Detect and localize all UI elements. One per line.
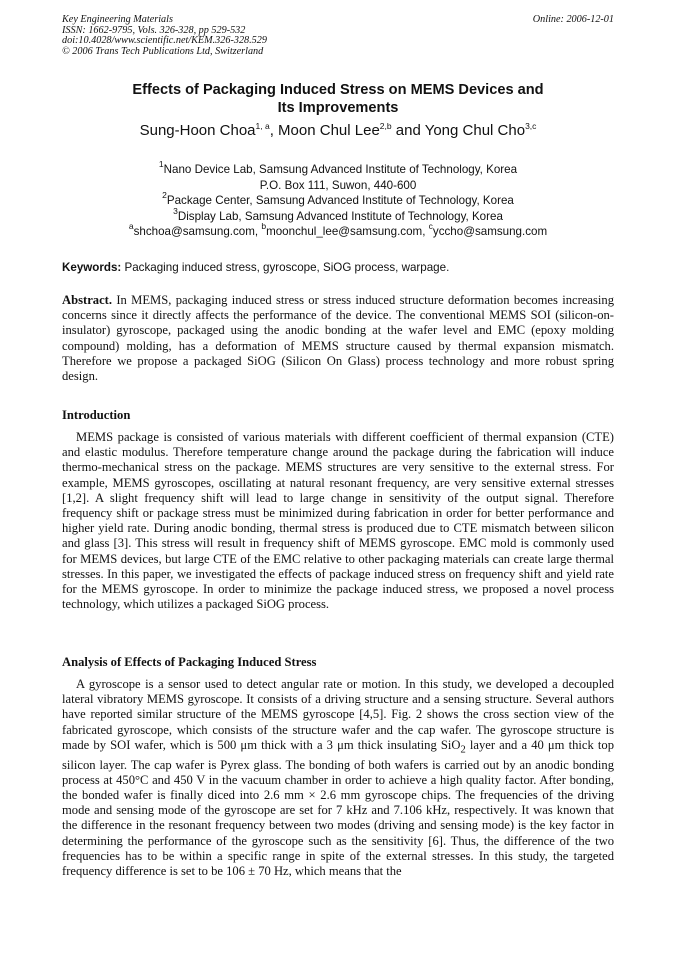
email-b: moonchul_lee@samsung.com, [266, 225, 429, 239]
analysis-subscript: 2 [460, 744, 466, 756]
author-list [62, 121, 614, 141]
affiliation-2-sup: 2 [162, 190, 167, 201]
online-date: Online: 2006-12-01 [532, 14, 614, 25]
abstract [62, 293, 614, 384]
author-3-sup: 3,c [525, 121, 537, 131]
email-c-sup: c [428, 221, 433, 232]
author-separator-1: , [269, 122, 279, 139]
author-3: Yong Chul Cho [424, 122, 526, 139]
analysis-text-part-1: A gyroscope is a sensor used to detect angular rate or motion. In this study, we developed a decoupled lateral vibratory MEMS gyroscope. It consists of a driving structure and a sensing structure. Several authors have reported similar structure of the MEMS gyroscope [4,5]. Fig. 2 shows the cross section view of the fabricated gyroscope, which consists of the structure wafer and the cap wafer. The gyroscope structure is made by SOI wafer, which is 500 μm thick with a 3 μm thick insulating SiO [62, 677, 614, 752]
abstract-text: In MEMS, packaging induced stress or stress induced structure deformation becomes increasing concerns since it directly affects the performance of the device. The conventional MEMS SOI (silicon-on-insulator) gyroscope, packaged using the anodic bonding at the wafer level and EMC (epoxy molding compound) molding, has a deformation of MEMS structure caused by thermal expansion mismatch. Therefore we propose a packaged SiOG (Silicon On Glass) process technology and more robust spring design. [62, 293, 614, 384]
doi-line: doi:10.4028/www.scientific.net/KEM.326-328.529 [62, 35, 267, 47]
introduction-paragraph: MEMS package is consisted of various materials with different coefficient of thermal expansion (CTE) and elastic modulus. Therefore temperature change around the package during the fabrication will induce thermo-mechanical stress on the package. MEMS structures are very sensitive to the external stress. For example, MEMS gyroscopes, oscillating at natural resonant frequency, are very sensitive external stresses [1,2]. A slight frequency shift will lead to large change in sensitivity of the output signal. Therefore frequency shift or package stress must be minimized during fabrication in order for better performance and higher yield rate. During anodic bonding, thermal stress is produced due to CTE mismatch between silicon and glass [3]. This stress will result in frequency shift of MEMS gyroscope. EMC mold is commonly used for MEMS devices, but large CTE of the EMC relative to other packaging materials can create large thermal stresses. In this paper, we investigated the effects of package induced stress on frequency shift and yield rate for the MEMS gyroscope. In order to minimize the package induced stress, we proposed a novel process technology, which utilizes a packaged SiOG process. [62, 430, 614, 612]
author-separator-2: and [391, 122, 425, 139]
author-1-sup: 1, a [255, 121, 270, 131]
affiliation-1-text: Nano Device Lab, Samsung Advanced Institute of Technology, Korea [163, 163, 518, 176]
title-line-1: Effects of Packaging Induced Stress on MEMS Devices and [132, 82, 544, 98]
affiliation-1-sup: 1 [158, 159, 164, 169]
abstract-label: Abstract. [62, 293, 113, 307]
issn-line: ISSN: 1662-9795, Vols. 326-328, pp 529-532 [62, 24, 246, 36]
paper-title [62, 81, 614, 117]
affiliations [62, 159, 614, 240]
affiliation-3 [62, 205, 614, 225]
author-2-sup: 2,b [379, 121, 392, 131]
journal-name: Key Engineering Materials [62, 14, 173, 25]
analysis-text-part-2: layer and a 40 μm thick top silicon layer. The cap wafer is Pyrex glass. The bonding of both wafers is carried out by an anodic bonding process at 450°C and 450 V in the vacuum chamber in order to achieve a high quality factor. After bonding, the bonded wafer is finally diced into 2.6 mm × 2.6 mm gyroscope chips. The frequencies of the driving mode and sensing mode of the gyroscope are set for 7 kHz and 7.106 kHz, respectively. It was known that the difference in the resonant frequency between two modes (driving and sensing mode) is the key factor in determining the performance of the gyroscope such as the sensitivity [6]. Thus, the difference of the two frequencies has to be within a specific range in spite of the external stresses. In this study, the targeted frequency difference is set to be 106 ± 70 Hz, which means that the [62, 737, 614, 878]
affiliation-1-address: P.O. Box 111, Suwon, 440-600 [259, 178, 417, 192]
author-2: Moon Chul Lee [278, 122, 380, 139]
author-1: Sung-Hoon Choa [139, 122, 256, 139]
introduction-heading: Introduction [62, 408, 131, 422]
affiliation-3-sup: 3 [173, 205, 178, 216]
journal-header [62, 15, 614, 57]
email-a-sup: a [128, 221, 134, 232]
affiliation-3-text: Display Lab, Samsung Advanced Institute of Technology, Korea [177, 209, 503, 223]
analysis-heading: Analysis of Effects of Packaging Induced Stress [62, 655, 317, 669]
email-b-sup: b [261, 221, 267, 232]
email-c: yccho@samsung.com [432, 225, 548, 239]
keywords-text: Packaging induced stress, gyroscope, SiOG process, warpage. [121, 261, 450, 274]
analysis-paragraph [62, 677, 614, 879]
email-a: shchoa@samsung.com, [133, 225, 262, 239]
affiliation-2 [62, 190, 614, 209]
affiliation-1 [62, 159, 614, 178]
affiliation-2-text: Package Center, Samsung Advanced Institute of Technology, Korea [166, 194, 514, 208]
copyright-line: © 2006 Trans Tech Publications Ltd, Switzerland [62, 45, 264, 57]
keywords [62, 260, 614, 275]
email-line [62, 221, 614, 240]
keywords-label: Keywords: [62, 261, 122, 274]
title-line-2: Its Improvements [277, 100, 399, 116]
